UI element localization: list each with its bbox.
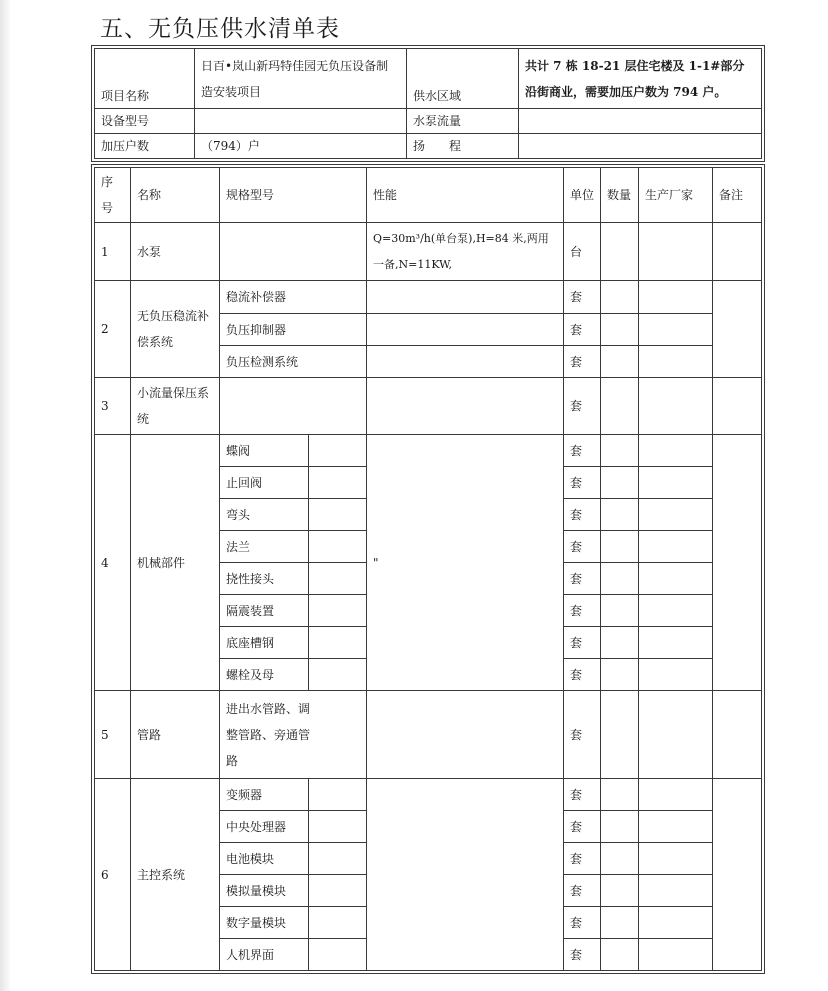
row-spec: 变频器 <box>220 779 309 811</box>
row-manufacturer <box>639 691 713 779</box>
row-remark <box>713 281 762 378</box>
row-quantity <box>601 346 639 378</box>
row-unit: 套 <box>564 531 601 563</box>
row-spec: 止回阀 <box>220 467 309 499</box>
households-value: （794）户 <box>195 134 407 159</box>
header-manufacturer: 生产厂家 <box>639 168 713 223</box>
row-spec <box>220 223 367 281</box>
row-manufacturer <box>639 843 713 875</box>
row-spec-sub <box>309 659 367 691</box>
row-quantity <box>601 627 639 659</box>
row-seq: 1 <box>95 223 131 281</box>
table-header-row <box>95 168 762 223</box>
header-seq: 序号 <box>95 168 131 223</box>
row-spec <box>220 691 367 779</box>
row-remark <box>713 378 762 435</box>
row-seq: 4 <box>95 435 131 691</box>
row-unit: 套 <box>564 314 601 346</box>
row-unit: 套 <box>564 346 601 378</box>
row-quantity <box>601 691 639 779</box>
header-name: 名称 <box>131 168 220 223</box>
table-row <box>95 378 762 435</box>
row-name: 无负压稳流补偿系统 <box>131 281 220 378</box>
header-unit: 单位 <box>564 168 601 223</box>
table-row <box>95 281 762 314</box>
row-performance: " <box>367 435 564 691</box>
row-manufacturer <box>639 907 713 939</box>
row-remark <box>713 691 762 779</box>
row-manufacturer <box>639 281 713 314</box>
table-row <box>95 691 762 779</box>
row-seq: 5 <box>95 691 131 779</box>
row-unit: 套 <box>564 659 601 691</box>
row-manufacturer <box>639 563 713 595</box>
row-performance <box>367 281 564 314</box>
row-manufacturer <box>639 779 713 811</box>
row-unit: 套 <box>564 779 601 811</box>
row-manufacturer <box>639 595 713 627</box>
row-quantity <box>601 595 639 627</box>
row-quantity <box>601 907 639 939</box>
row-quantity <box>601 378 639 435</box>
row-unit: 套 <box>564 939 601 971</box>
row-spec: 隔震装置 <box>220 595 309 627</box>
row-spec: 稳流补偿器 <box>220 281 367 314</box>
row-name: 水泵 <box>131 223 220 281</box>
row-unit: 套 <box>564 281 601 314</box>
row-unit: 套 <box>564 875 601 907</box>
supply-area-value: 共计 7 栋 18-21 层住宅楼及 1-1#部分沿街商业，需要加压户数为 794 户。 <box>519 49 762 109</box>
project-info-table <box>94 48 762 159</box>
row-spec-sub <box>309 467 367 499</box>
project-name-value: 日百•岚山新玛特佳园无负压设备制造安装项目 <box>195 49 407 109</box>
row-spec-sub <box>309 435 367 467</box>
row-name: 小流量保压系统 <box>131 378 220 435</box>
row-spec: 人机界面 <box>220 939 309 971</box>
row-spec: 弯头 <box>220 499 309 531</box>
row-spec <box>220 378 367 435</box>
row-seq: 3 <box>95 378 131 435</box>
table-row <box>95 435 762 467</box>
header-performance: 性能 <box>367 168 564 223</box>
row-unit: 套 <box>564 563 601 595</box>
row-remark <box>713 435 762 691</box>
row-spec: 法兰 <box>220 531 309 563</box>
row-spec-sub <box>309 875 367 907</box>
row-spec: 底座槽钢 <box>220 627 309 659</box>
row-manufacturer <box>639 531 713 563</box>
row-spec-sub <box>309 779 367 811</box>
row-manufacturer <box>639 939 713 971</box>
row-performance <box>367 779 564 971</box>
row-performance <box>367 378 564 435</box>
row-spec-sub <box>309 563 367 595</box>
row-quantity <box>601 659 639 691</box>
head-label: 扬 程 <box>407 134 519 159</box>
header-spec: 规格型号 <box>220 168 367 223</box>
project-name-label: 项目名称 <box>95 49 195 109</box>
row-quantity <box>601 563 639 595</box>
row-spec: 数字量模块 <box>220 907 309 939</box>
row-manufacturer <box>639 811 713 843</box>
row-spec: 螺栓及母 <box>220 659 309 691</box>
row-unit: 套 <box>564 499 601 531</box>
row-manufacturer <box>639 223 713 281</box>
row-performance <box>367 346 564 378</box>
row-spec-sub <box>309 843 367 875</box>
row-spec: 蝶阀 <box>220 435 309 467</box>
row-performance <box>367 314 564 346</box>
table-row <box>95 779 762 811</box>
row-quantity <box>601 811 639 843</box>
equipment-list-table <box>94 167 762 971</box>
row-spec-sub <box>309 531 367 563</box>
row-spec: 挠性接头 <box>220 563 309 595</box>
head-value <box>519 134 762 159</box>
pump-flow-label: 水泵流量 <box>407 109 519 134</box>
row-remark <box>713 223 762 281</box>
row-spec-sub <box>309 939 367 971</box>
row-name: 机械部件 <box>131 435 220 691</box>
equipment-model-value <box>195 109 407 134</box>
row-manufacturer <box>639 467 713 499</box>
row-manufacturer <box>639 378 713 435</box>
row-name: 管路 <box>131 691 220 779</box>
row-unit: 套 <box>564 843 601 875</box>
row-unit: 套 <box>564 627 601 659</box>
row-manufacturer <box>639 499 713 531</box>
row-quantity <box>601 939 639 971</box>
row-spec: 电池模块 <box>220 843 309 875</box>
row-unit: 套 <box>564 691 601 779</box>
row-manufacturer <box>639 314 713 346</box>
row-spec: 负压检测系统 <box>220 346 367 378</box>
row-remark <box>713 779 762 971</box>
row-unit: 套 <box>564 907 601 939</box>
header-remark: 备注 <box>713 168 762 223</box>
header-quantity: 数量 <box>601 168 639 223</box>
row-spec-sub <box>309 907 367 939</box>
row-unit: 套 <box>564 811 601 843</box>
row-manufacturer <box>639 627 713 659</box>
row-quantity <box>601 843 639 875</box>
row-spec-sub <box>309 595 367 627</box>
row-unit: 套 <box>564 595 601 627</box>
pump-flow-value <box>519 109 762 134</box>
row-performance <box>367 691 564 779</box>
row-quantity <box>601 314 639 346</box>
row-spec-sub <box>309 499 367 531</box>
table-row <box>95 223 762 281</box>
equipment-model-label: 设备型号 <box>95 109 195 134</box>
row-manufacturer <box>639 435 713 467</box>
row-spec-sub <box>309 811 367 843</box>
row-manufacturer <box>639 659 713 691</box>
page-title: 五、无负压供水清单表 <box>100 16 340 42</box>
row-quantity <box>601 435 639 467</box>
row-seq: 6 <box>95 779 131 971</box>
page-edge-shadow <box>0 0 10 991</box>
row-spec-sub <box>309 627 367 659</box>
row-manufacturer <box>639 346 713 378</box>
supply-area-label: 供水区域 <box>407 49 519 109</box>
row-spec: 中央处理器 <box>220 811 309 843</box>
row-quantity <box>601 875 639 907</box>
row-manufacturer <box>639 875 713 907</box>
row-quantity <box>601 531 639 563</box>
row-name: 主控系统 <box>131 779 220 971</box>
row-performance: Q=30m³/h(单台泵),H=84 米,两用一备,N=11KW, <box>367 223 564 281</box>
row-quantity <box>601 499 639 531</box>
row-spec: 负压抑制器 <box>220 314 367 346</box>
row-spec: 模拟量模块 <box>220 875 309 907</box>
row-seq: 2 <box>95 281 131 378</box>
row-quantity <box>601 467 639 499</box>
row-unit: 套 <box>564 378 601 435</box>
row-unit: 套 <box>564 467 601 499</box>
row-quantity <box>601 223 639 281</box>
row-unit: 台 <box>564 223 601 281</box>
row-spec-text: 进出水管路、调整管路、旁通管路 <box>226 701 311 768</box>
households-label: 加压户数 <box>95 134 195 159</box>
row-quantity <box>601 779 639 811</box>
row-quantity <box>601 281 639 314</box>
row-unit: 套 <box>564 435 601 467</box>
